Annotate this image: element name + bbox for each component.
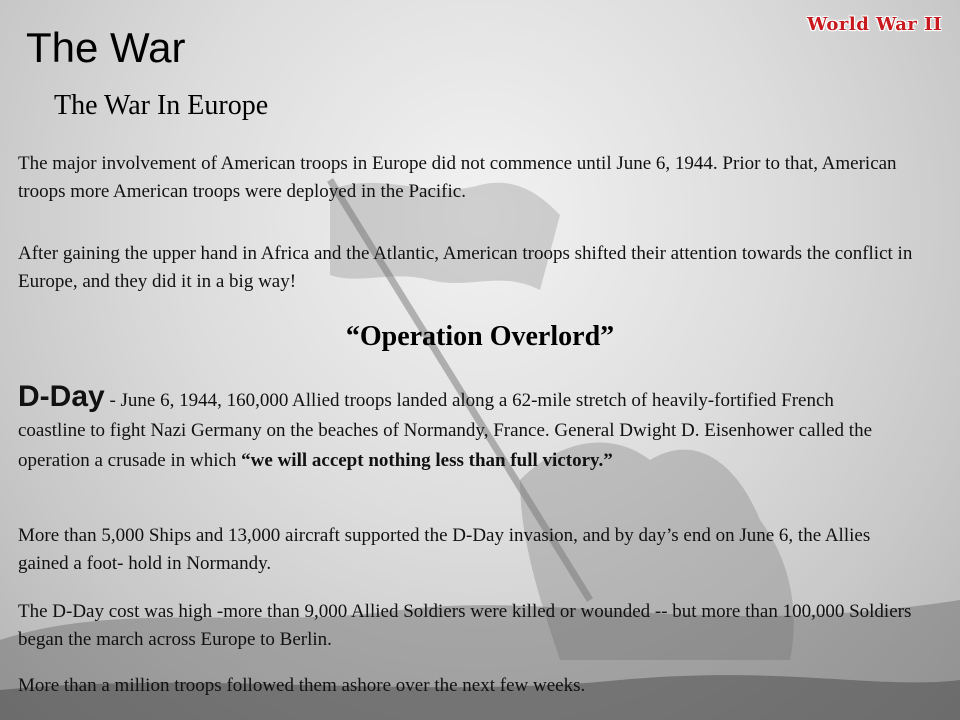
paragraph-involvement: The major involvement of American troops in Europe did not commence until June 6, 1944. Prior to that, American troops more American troops were deployed in the Pacific. [18,153,897,202]
slide-subtitle: The War In Europe [54,90,269,121]
dday-lead: D-Day [18,380,105,413]
paragraph-shift-to-europe: After gaining the upper hand in Africa and the Atlantic, American troops shifted their attention towards the conflict in Europe, and they did it in a big way! [18,243,913,292]
dday-body: - June 6, 1944, 160,000 Allied troops landed along a 62-mile stretch of heavily-fortified French coastline to fight Nazi Germany on the beaches of Normandy, France. General Dwight D. Eisenhower called the operation a crusade in which [18,390,872,471]
slide-title: The War [26,24,186,71]
paragraph-dday [18,382,898,476]
paragraph-cost: The D-Day cost was high -more than 9,000 Allied Soldiers were killed or wounded -- but more than 100,000 Soldiers began the march across Europe to Berlin. [18,601,912,650]
paragraph-million-troops: More than a million troops followed them ashore over the next few weeks. [18,675,586,696]
section-heading-operation-overlord: “Operation Overlord” [345,321,615,352]
paragraph-ships-aircraft: More than 5,000 Ships and 13,000 aircraft supported the D-Day invasion, and by day’s end on June 6, the Allies gained a foot- hold in Normandy. [18,525,871,574]
corner-label: World War II [807,14,942,35]
dday-quote: “we will accept nothing less than full victory.” [241,450,613,471]
